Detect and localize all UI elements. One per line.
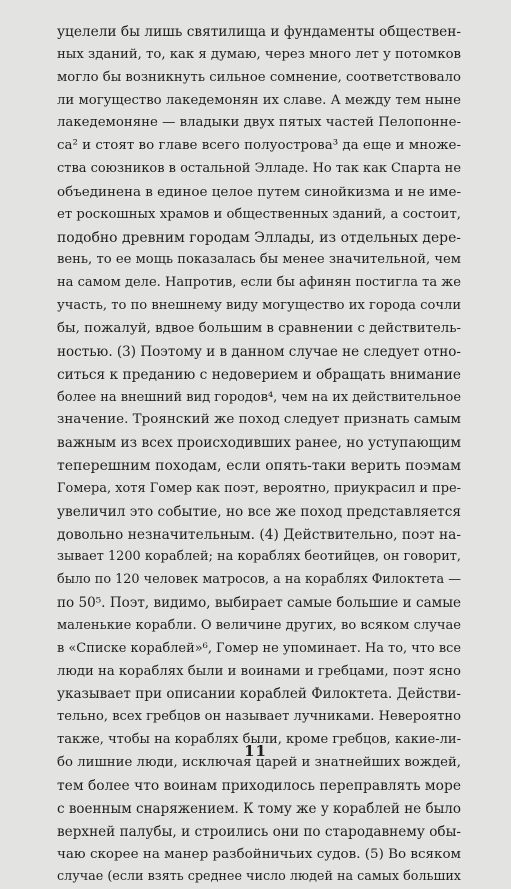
- text-line: бо лишние люди, исключая царей и знатнейших вождей,: [57, 755, 461, 770]
- text-line: по 50⁵. Поэт, видимо, выбирает самые большие и самые: [57, 595, 461, 612]
- text-line: зывает 1200 кораблей; на кораблях беотийцев, он говорит,: [57, 549, 461, 565]
- text-line: указывает при описании кораблей Филоктета. Действи-: [57, 686, 461, 703]
- text-line: подобно древним городам Эллады, из отдельных дере-: [57, 229, 461, 246]
- text-line: вень, то ее мощь показалась бы менее значительной, чем: [57, 252, 461, 268]
- text-line: объединена в единое целое путем синойкизма и не име-: [57, 183, 461, 200]
- text-line: на самом деле. Напротив, если бы афинян постигла та же: [57, 275, 461, 291]
- text-line: важным из всех происходивших ранее, но уступающим: [57, 435, 461, 452]
- text-line: ситься к преданию с недоверием и обращать внимание: [57, 366, 461, 383]
- text-line: более на внешний вид городов⁴, чем на их действительное: [57, 389, 461, 405]
- text-line: ства союзников в остальной Элладе. Но так как Спарта не: [57, 161, 461, 177]
- text-line: маленькие корабли. О величине других, во всяком случае: [57, 617, 461, 633]
- text-line: в «Списке кораблей»⁶, Гомер не упоминает. На то, что все: [57, 640, 462, 656]
- text-line: верхней палубы, и строились они по стародавнему обы-: [57, 823, 461, 840]
- text-line: ли могущество лакедемонян их славе. А между тем ныне: [57, 92, 461, 108]
- text-line: бы, пожалуй, вдвое большим в сравнении с действитель-: [57, 320, 462, 336]
- text-line: уцелели бы лишь святилища и фундаменты обществен-: [57, 24, 461, 40]
- text-line: ет роскошных храмов и общественных зданий, а состоит,: [57, 206, 461, 222]
- text-line: могло бы возникнуть сильное сомнение, соответствовало: [57, 69, 461, 85]
- text-line: теперешним походам, если опять-таки верить поэмам: [57, 458, 461, 475]
- text-line: с военным снаряжением. К тому же у кораблей не было: [57, 800, 461, 817]
- text-line: также, чтобы на кораблях были, кроме гребцов, какие-ли-: [57, 732, 461, 748]
- text-line: тельно, всех гребцов он называет лучниками. Невероятно: [57, 709, 461, 725]
- text-line: увеличил это событие, но все же поход представляется: [57, 503, 461, 520]
- text-line: довольно незначительным. (4) Действительно, поэт на-: [57, 526, 461, 543]
- text-line: люди на кораблях были и воинами и гребцами, поэт ясно: [57, 663, 461, 679]
- text-line: ностью. (3) Поэтому и в данном случае не следует отно-: [57, 343, 461, 360]
- text-line: значение. Троянский же поход следует признать самым: [57, 412, 461, 428]
- text-line: чаю скорее на манер разбойничьих судов. (5) Во всяком: [57, 846, 462, 863]
- text-line: лакедемоняне — владыки двух пятых частей Пелопонне-: [57, 115, 461, 131]
- page-number: 11: [244, 742, 267, 760]
- text-line: было по 120 человек матросов, а на кораблях Филоктета —: [57, 572, 461, 588]
- text-line: са² и стоят во главе всего полуострова³ да еще и множе-: [57, 138, 461, 154]
- text-line: случае (если взять среднее число людей на самых больших: [57, 869, 461, 885]
- text-line: участь, то по внешнему виду могущество их города сочли: [57, 298, 462, 314]
- text-line: ных зданий, то, как я думаю, через много лет у потомков: [57, 46, 461, 62]
- text-line: Гомера, хотя Гомер как поэт, вероятно, приукрасил и пре-: [57, 480, 461, 496]
- text-line: тем более что воинам приходилось переправлять море: [57, 777, 461, 794]
